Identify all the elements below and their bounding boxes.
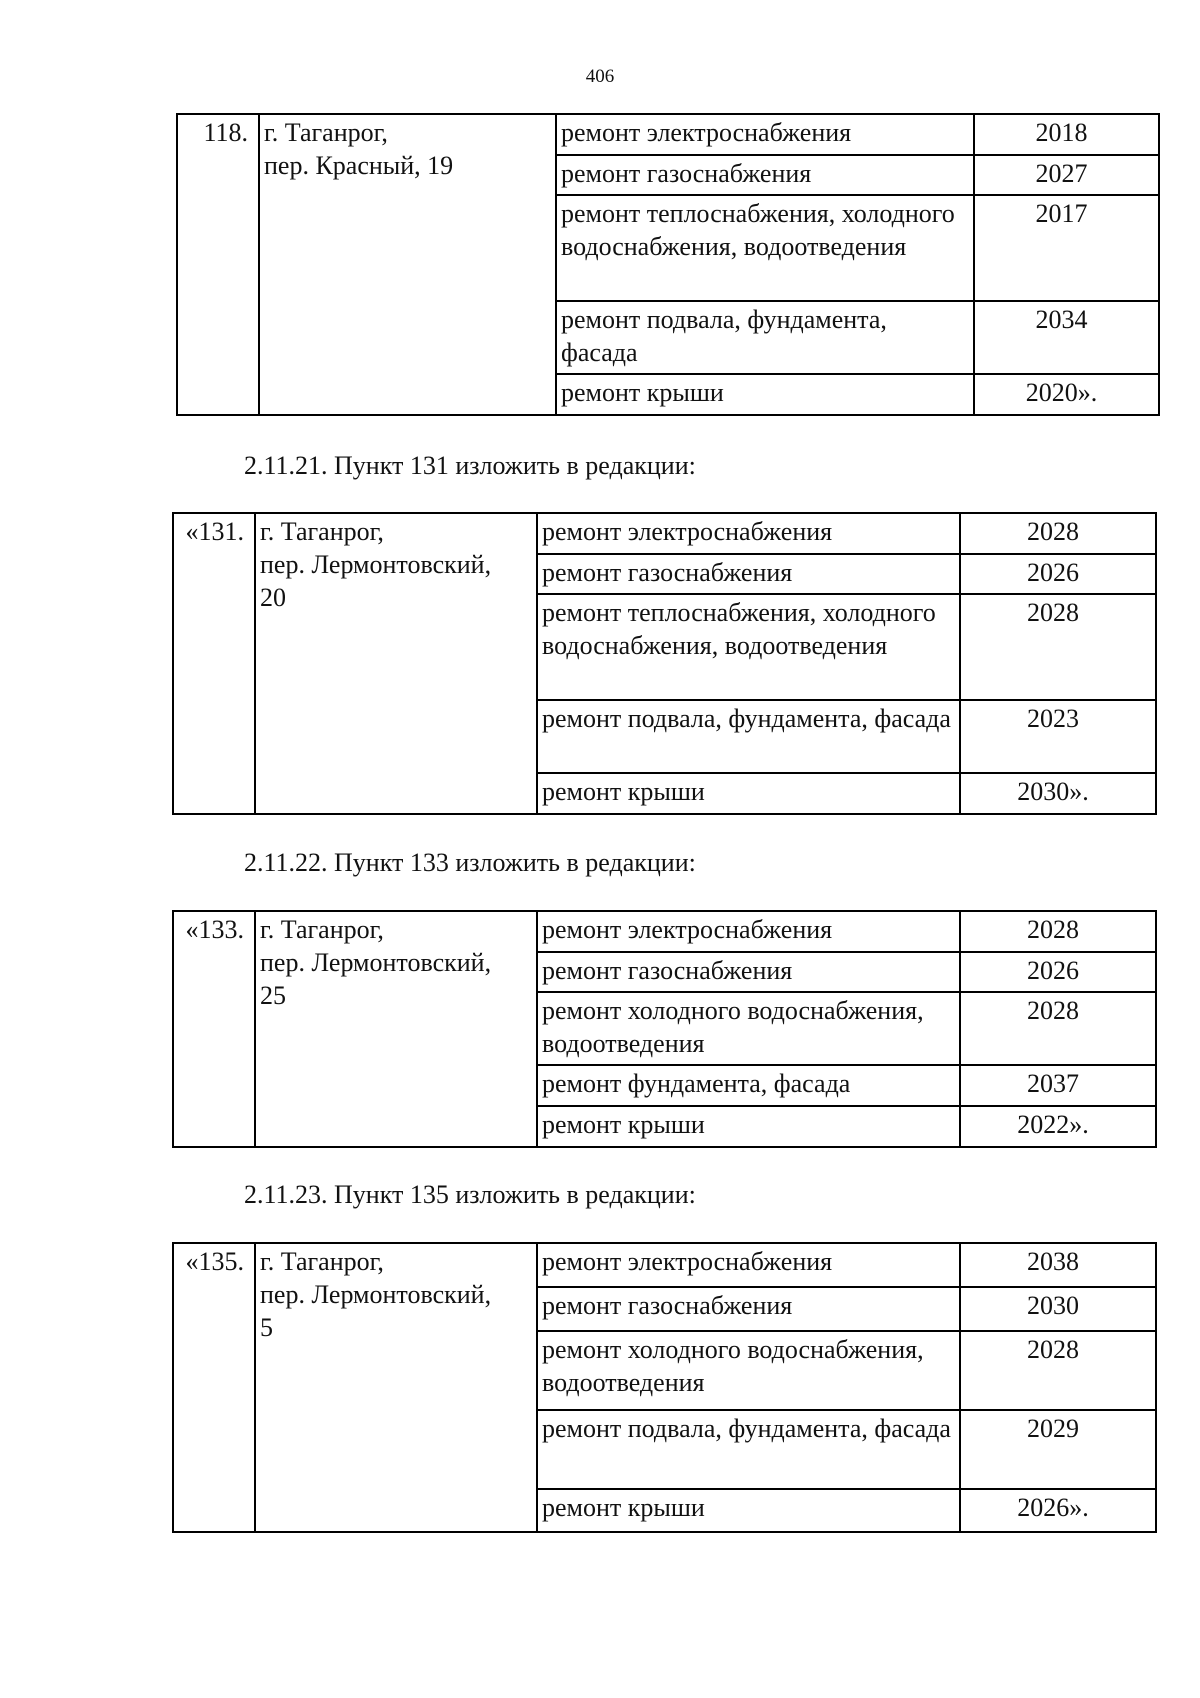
address-city: г. Таганрог, [264,118,388,147]
paragraph-heading: 2.11.23. Пункт 135 изложить в редакции: [244,1180,696,1209]
work-name: ремонт теплоснабжения, холодного водоснабжения, водоотведения [537,594,960,700]
work-name: ремонт крыши [537,1489,960,1532]
work-name: ремонт крыши [537,773,960,814]
address-house: 20 [260,583,286,612]
item-table-131 [172,512,1157,815]
item-address [255,513,537,814]
item-table-133 [172,910,1157,1148]
address-city: г. Таганрог, [260,915,384,944]
work-name: ремонт крыши [556,374,974,415]
item-number: «133. [173,911,255,1147]
address-street: пер. Красный, 19 [264,151,454,180]
paragraph-heading: 2.11.22. Пункт 133 изложить в редакции: [244,848,696,877]
item-table-135 [172,1242,1157,1533]
work-name: ремонт электроснабжения [556,114,974,155]
work-name: ремонт газоснабжения [537,1287,960,1331]
address-house: 25 [260,981,286,1010]
work-year: 2017 [974,195,1159,301]
work-year: 2038 [960,1243,1156,1287]
work-year: 2028 [960,513,1156,554]
work-year: 2034 [974,301,1159,374]
address-street: пер. Лермонтовский, [260,550,492,579]
work-name: ремонт электроснабжения [537,513,960,554]
item-number: «135. [173,1243,255,1532]
work-name: ремонт фундамента, фасада [537,1065,960,1106]
item-address [259,114,556,415]
item-address [255,1243,537,1532]
work-year: 2037 [960,1065,1156,1106]
work-year: 2027 [974,155,1159,195]
work-name: ремонт электроснабжения [537,911,960,952]
item-number: 118. [177,114,259,415]
work-year: 2026 [960,554,1156,594]
address-city: г. Таганрог, [260,517,384,546]
work-name: ремонт газоснабжения [537,554,960,594]
work-year: 2026 [960,952,1156,992]
work-year: 2030». [960,773,1156,814]
work-year: 2018 [974,114,1159,155]
work-year: 2028 [960,911,1156,952]
work-year: 2030 [960,1287,1156,1331]
work-name: ремонт подвала, фундамента, фасада [556,301,974,374]
work-name: ремонт газоснабжения [537,952,960,992]
work-name: ремонт теплоснабжения, холодного водоснабжения, водоотведения [556,195,974,301]
item-number: «131. [173,513,255,814]
work-year: 2022». [960,1106,1156,1147]
work-year: 2028 [960,594,1156,700]
work-name: ремонт электроснабжения [537,1243,960,1287]
work-name: ремонт холодного водоснабжения, водоотведения [537,992,960,1065]
work-name: ремонт подвала, фундамента, фасада [537,1410,960,1489]
item-address [255,911,537,1147]
address-street: пер. Лермонтовский, [260,1280,492,1309]
item-table-118 [176,113,1160,416]
paragraph-heading: 2.11.21. Пункт 131 изложить в редакции: [244,451,696,480]
work-name: ремонт газоснабжения [556,155,974,195]
work-year: 2029 [960,1410,1156,1489]
work-name: ремонт крыши [537,1106,960,1147]
address-city: г. Таганрог, [260,1247,384,1276]
work-year: 2026». [960,1489,1156,1532]
address-house: 5 [260,1313,273,1342]
address-street: пер. Лермонтовский, [260,948,492,977]
work-year: 2023 [960,700,1156,773]
work-year: 2028 [960,992,1156,1065]
work-year: 2020». [974,374,1159,415]
work-name: ремонт подвала, фундамента, фасада [537,700,960,773]
page-number: 406 [585,66,615,87]
work-year: 2028 [960,1331,1156,1410]
work-name: ремонт холодного водоснабжения, водоотведения [537,1331,960,1410]
